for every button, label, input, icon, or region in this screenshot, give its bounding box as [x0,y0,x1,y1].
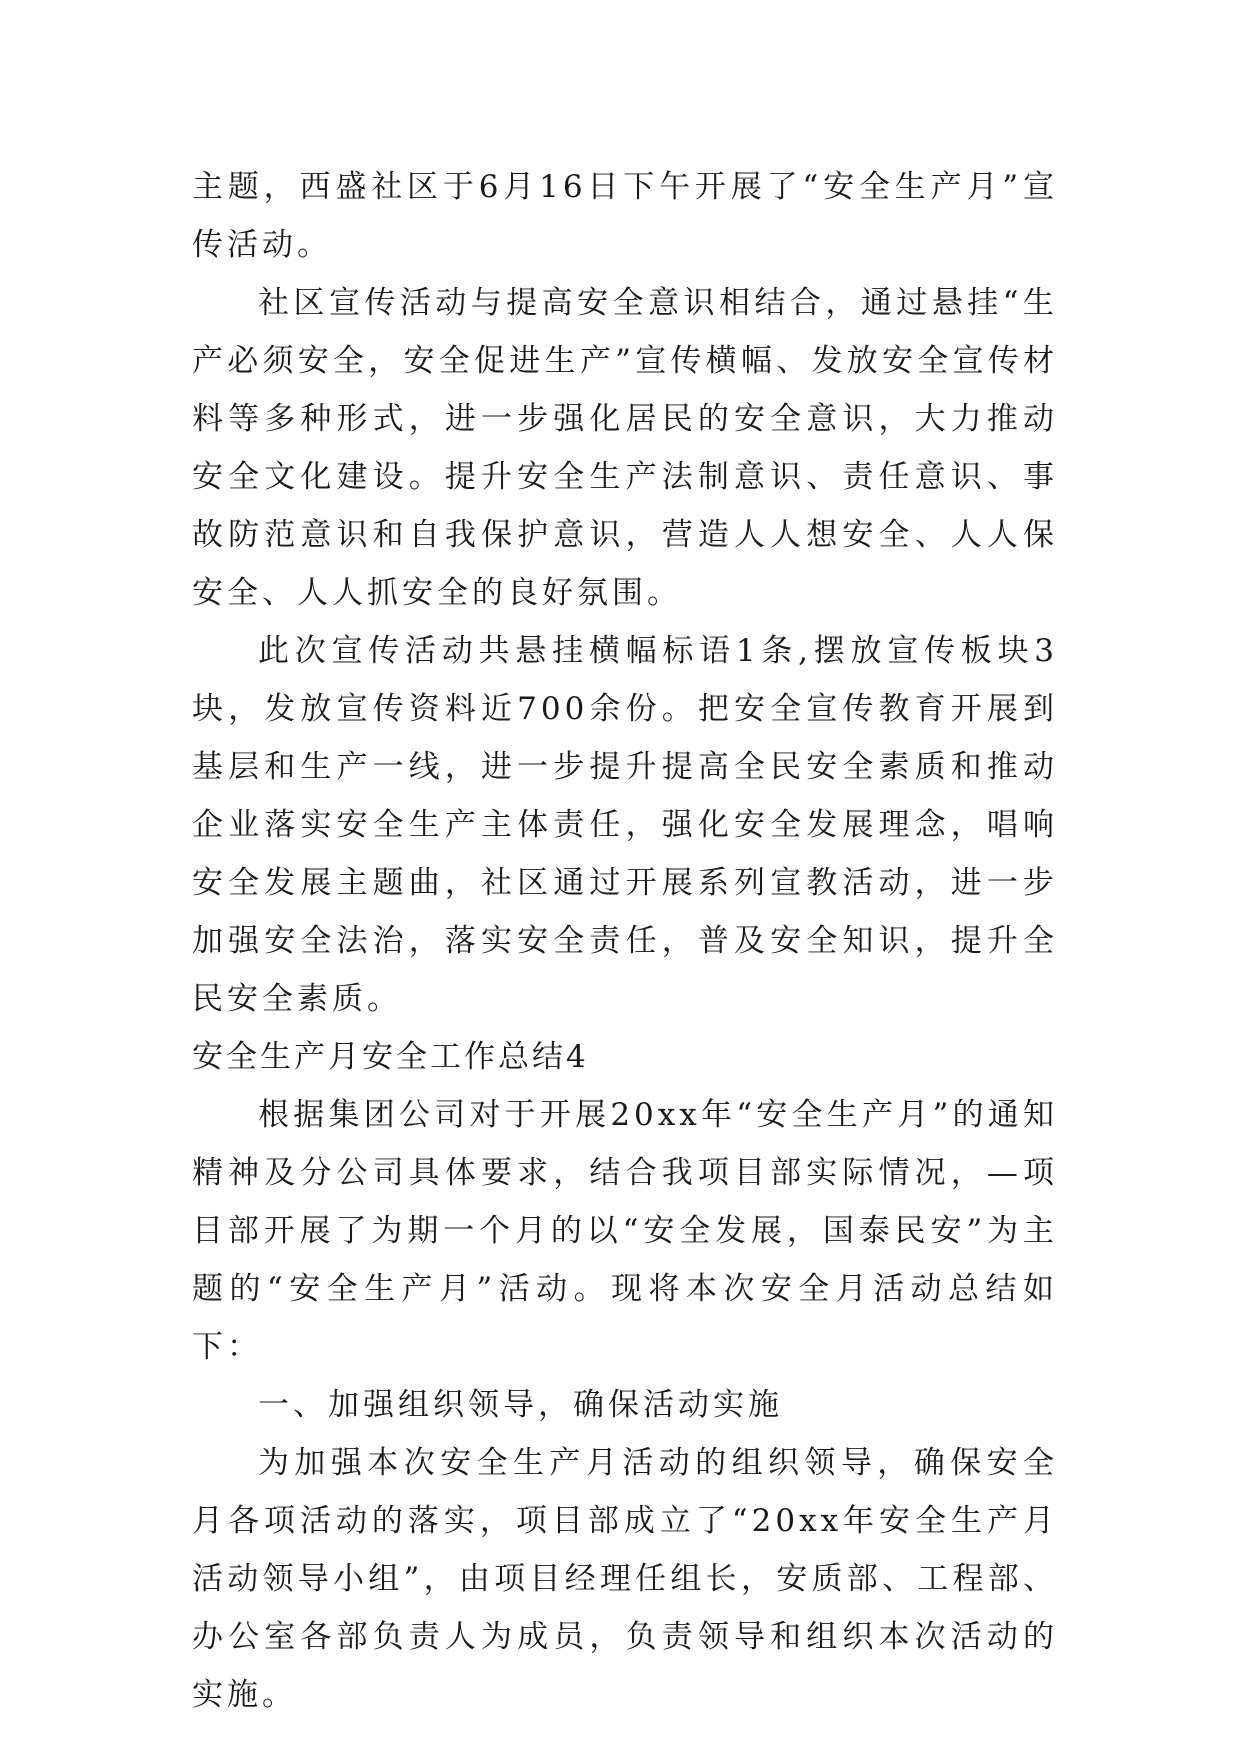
paragraph-leadership-group: 为加强本次安全生产月活动的组织领导，确保安全月各项活动的落实，项目部成立了“20xx年安全生产月活动领导小组”，由项目经理任组长，安质部、工程部、办公室各部负责人为成员，负责领导和组织本次活动的实施。 [192,1445,1058,1713]
paragraph-campaign-results: 此次宣传活动共悬挂横幅标语1条,摆放宣传板块3块，发放宣传资料近700余份。把安全宣传教育开展到基层和生产一线，进一步提升提高全民安全素质和推动企业落实安全生产主体责任，强化安全发展理念，唱响安全发展主题曲，社区通过开展系列宣教活动，进一步加强安全法治，落实安全责任，普及安全知识，提升全民安全素质。 [192,633,1058,1017]
section-heading: 安全生产月安全工作总结4 [192,1039,589,1075]
document-body [192,158,1058,1724]
paragraph-community-campaign: 社区宣传活动与提高安全意识相结合，通过悬挂“生产必须安全，安全促进生产”宣传横幅、发放安全宣传材料等多种形式，进一步强化居民的安全意识，大力推动安全文化建设。提升安全生产法制意识、责任意识、事故防范意识和自我保护意识，营造人人想安全、人人保安全、人人抓安全的良好氛围。 [192,285,1058,611]
paragraph-intro: 根据集团公司对于开展20xx年“安全生产月”的通知精神及分公司具体要求，结合我项目部实际情况，—项目部开展了为期一个月的以“安全发展，国泰民安”为主题的“安全生产月”活动。现将本次安全月活动总结如下： [192,1097,1058,1365]
paragraph-theme-continuation: 主题，西盛社区于6月16日下午开展了“安全生产月”宣传活动。 [192,169,1058,263]
subheading-organization: 一、加强组织领导，确保活动实施 [258,1387,783,1423]
